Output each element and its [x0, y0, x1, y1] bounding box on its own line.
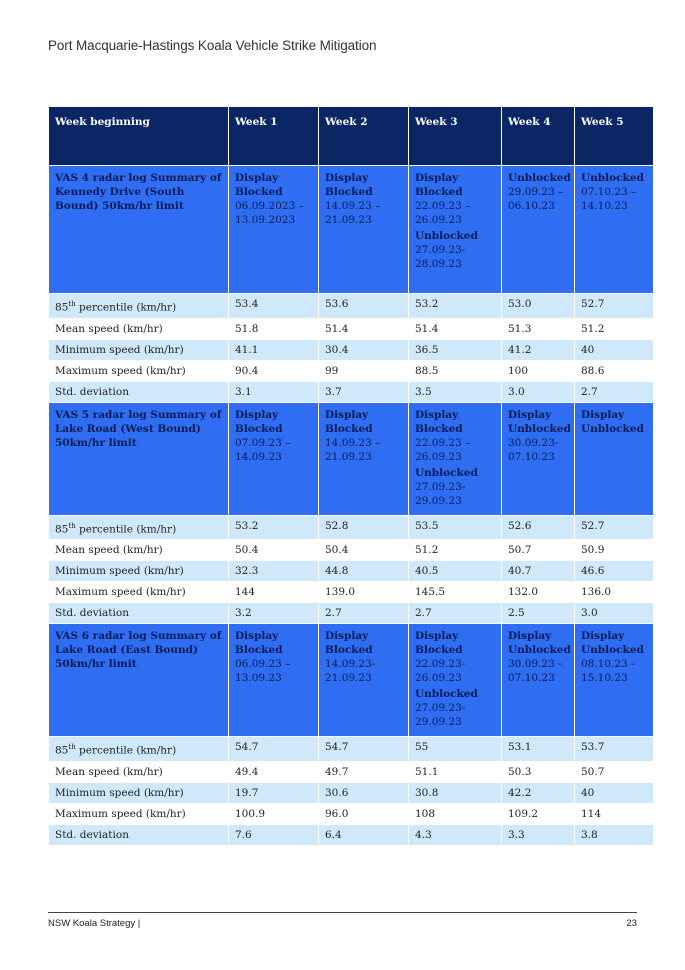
- date-range: 22.09.23 – 26.09.23: [415, 200, 471, 226]
- stat-value: 51.2: [409, 540, 502, 561]
- stat-value: 51.4: [409, 318, 502, 339]
- stat-value: 50.4: [229, 540, 319, 561]
- stat-value: 99: [319, 360, 409, 381]
- display-status: Unblocked: [415, 466, 478, 479]
- display-status: Unblocked: [508, 172, 571, 184]
- stat-value: 19.7: [229, 782, 319, 803]
- stat-value: 96.0: [319, 803, 409, 824]
- stat-label: [49, 294, 229, 319]
- display-status: Display Unblocked: [581, 408, 644, 435]
- stat-value: 46.6: [575, 561, 654, 582]
- stat-value: 3.8: [575, 824, 654, 845]
- display-status: Display Blocked: [235, 172, 283, 198]
- stat-label-text: percentile (km/hr): [75, 523, 177, 535]
- stat-value: 2.5: [502, 603, 575, 624]
- week-status-cell: [575, 402, 654, 515]
- stat-label-sup: th: [68, 300, 76, 308]
- stat-value: 52.7: [575, 294, 654, 319]
- stat-value: 41.1: [229, 339, 319, 360]
- week-status-cell: [229, 624, 319, 737]
- stat-value: 2.7: [409, 603, 502, 624]
- date-range: 14.09.23 – 21.09.23: [325, 436, 381, 463]
- display-status: Display Blocked: [415, 408, 463, 435]
- stat-label-text: Minimum speed (km/hr): [55, 786, 184, 799]
- section-header-row: [49, 624, 654, 737]
- display-status: Display Blocked: [325, 630, 373, 656]
- stat-value: 53.1: [502, 737, 575, 762]
- stat-value: 50.4: [319, 540, 409, 561]
- stat-value: 30.4: [319, 339, 409, 360]
- stat-label: [49, 803, 229, 824]
- date-range: 06.09.23 – 13.09.23: [235, 658, 291, 684]
- stat-label-text: Std. deviation: [55, 607, 129, 619]
- stat-value: 3.7: [319, 381, 409, 402]
- display-status: Display Unblocked: [508, 408, 571, 435]
- display-status: Unblocked: [415, 230, 478, 242]
- section-header-row: [49, 402, 654, 515]
- stat-value: 52.7: [575, 515, 654, 540]
- stat-row: [49, 803, 654, 824]
- footer-divider: [48, 912, 637, 913]
- stat-row: [49, 782, 654, 803]
- stat-label: [49, 782, 229, 803]
- stat-value: 4.3: [409, 824, 502, 845]
- week-status-cell: [319, 624, 409, 737]
- stat-value: 109.2: [502, 803, 575, 824]
- stat-value: 53.2: [409, 294, 502, 319]
- date-range: 07.10.23 – 14.10.23: [581, 186, 637, 212]
- stat-value: 90.4: [229, 360, 319, 381]
- stat-value: 49.4: [229, 761, 319, 782]
- stat-value: 3.0: [502, 381, 575, 402]
- date-range: 14.09.23 – 21.09.23: [325, 200, 381, 226]
- stat-value: 7.6: [229, 824, 319, 845]
- stat-label-text: percentile (km/hr): [75, 301, 177, 314]
- stat-value: 30.8: [409, 782, 502, 803]
- stat-value: 32.3: [229, 561, 319, 582]
- stat-value: 30.6: [319, 782, 409, 803]
- week-status-cell: [502, 166, 575, 294]
- section-label: VAS 6 radar log Summary of Lake Road (East Bound) 50km/hr limit: [49, 624, 229, 737]
- stat-label-text: percentile (km/hr): [75, 744, 177, 757]
- stat-label: [49, 824, 229, 845]
- stat-value: 88.5: [409, 360, 502, 381]
- page-title: Port Macquarie-Hastings Koala Vehicle Strike Mitigation: [48, 38, 377, 53]
- week-status-cell: [229, 402, 319, 515]
- header-cell: Week 1: [229, 107, 319, 166]
- stat-row: [49, 339, 654, 360]
- date-range: 06.09.2023 – 13.09.2023: [235, 200, 304, 226]
- date-range: 14.09.23-21.09.23: [325, 658, 376, 684]
- section-header-row: [49, 166, 654, 294]
- stat-value: 100.9: [229, 803, 319, 824]
- stat-value: 51.8: [229, 318, 319, 339]
- stat-value: 54.7: [319, 737, 409, 762]
- stat-label: [49, 318, 229, 339]
- stat-value: 53.4: [229, 294, 319, 319]
- stat-row: [49, 540, 654, 561]
- stat-label: [49, 561, 229, 582]
- stat-row: [49, 582, 654, 603]
- stat-label-sup: th: [68, 743, 76, 751]
- stat-label: [49, 603, 229, 624]
- display-status: Display Blocked: [235, 408, 283, 435]
- stat-label-text: Maximum speed (km/hr): [55, 364, 186, 377]
- stat-value: 3.3: [502, 824, 575, 845]
- week-status-cell: [409, 402, 502, 515]
- stat-value: 136.0: [575, 582, 654, 603]
- stat-value: 52.6: [502, 515, 575, 540]
- section-label: VAS 4 radar log Summary of Kennedy Drive (South Bound) 50km/hr limit: [49, 166, 229, 294]
- stat-label: [49, 582, 229, 603]
- date-range: 07.09.23 – 14.09.23: [235, 436, 291, 463]
- stat-value: 144: [229, 582, 319, 603]
- display-status: Display Unblocked: [508, 630, 571, 656]
- page-number: 23: [626, 918, 637, 929]
- stat-value: 40: [575, 782, 654, 803]
- stat-value: 2.7: [319, 603, 409, 624]
- stat-row: [49, 294, 654, 319]
- stat-value: 50.7: [575, 761, 654, 782]
- stat-value: 55: [409, 737, 502, 762]
- stat-value: 50.9: [575, 540, 654, 561]
- stat-label-text: Maximum speed (km/hr): [55, 586, 186, 598]
- stat-value: 53.7: [575, 737, 654, 762]
- stat-label-text: 85: [55, 744, 69, 757]
- stat-value: 3.0: [575, 603, 654, 624]
- stat-value: 145.5: [409, 582, 502, 603]
- stat-row: [49, 561, 654, 582]
- stat-value: 53.2: [229, 515, 319, 540]
- display-status: Display Blocked: [415, 630, 463, 656]
- stat-value: 41.2: [502, 339, 575, 360]
- stat-value: 108: [409, 803, 502, 824]
- display-status: Unblocked: [415, 688, 478, 700]
- stat-label-text: Std. deviation: [55, 828, 129, 841]
- display-status: Display Blocked: [415, 172, 463, 198]
- stat-label-text: Std. deviation: [55, 385, 129, 398]
- stat-label-text: Minimum speed (km/hr): [55, 343, 184, 356]
- date-range: 22.09.23 – 26.09.23: [415, 436, 471, 463]
- section-label: VAS 5 radar log Summary of Lake Road (West Bound) 50km/hr limit: [49, 402, 229, 515]
- stat-label-sup: th: [68, 521, 76, 530]
- week-status-cell: [502, 402, 575, 515]
- date-range: 27.09.23-29.09.23: [415, 702, 466, 728]
- display-status: Display Blocked: [325, 172, 373, 198]
- stat-value: 51.4: [319, 318, 409, 339]
- display-status: Unblocked: [581, 172, 644, 184]
- date-range: 27.09.23-29.09.23: [415, 480, 466, 507]
- stat-value: 53.0: [502, 294, 575, 319]
- stat-value: 3.2: [229, 603, 319, 624]
- stat-label-text: Mean speed (km/hr): [55, 544, 163, 556]
- week-status-cell: [409, 166, 502, 294]
- stat-value: 6.4: [319, 824, 409, 845]
- week-status-cell: [229, 166, 319, 294]
- stat-label: [49, 515, 229, 540]
- week-status-cell: [319, 166, 409, 294]
- header-cell: Week 5: [575, 107, 654, 166]
- date-range: 30.09.23 - 07.10.23: [508, 658, 562, 684]
- date-range: 27.09.23-28.09.23: [415, 244, 466, 270]
- stat-value: 53.5: [409, 515, 502, 540]
- stat-value: 50.3: [502, 761, 575, 782]
- stat-row: [49, 381, 654, 402]
- stat-row: [49, 824, 654, 845]
- header-cell: Week 3: [409, 107, 502, 166]
- stat-row: [49, 603, 654, 624]
- stat-row: [49, 318, 654, 339]
- stat-value: 132.0: [502, 582, 575, 603]
- stat-value: 51.1: [409, 761, 502, 782]
- week-status-cell: [575, 624, 654, 737]
- stat-value: 53.6: [319, 294, 409, 319]
- stat-value: 88.6: [575, 360, 654, 381]
- stat-row: [49, 360, 654, 381]
- header-cell: Week beginning: [49, 107, 229, 166]
- stat-value: 139.0: [319, 582, 409, 603]
- stat-value: 36.5: [409, 339, 502, 360]
- display-status: Display Blocked: [235, 630, 283, 656]
- stat-label: [49, 737, 229, 762]
- stat-value: 114: [575, 803, 654, 824]
- stat-row: [49, 737, 654, 762]
- week-status-cell: [409, 624, 502, 737]
- stat-value: 40.7: [502, 561, 575, 582]
- stat-value: 100: [502, 360, 575, 381]
- footer-label: NSW Koala Strategy |: [48, 918, 141, 929]
- stat-value: 51.2: [575, 318, 654, 339]
- stat-label: [49, 339, 229, 360]
- date-range: 30.09.23-07.10.23: [508, 436, 559, 463]
- stat-label: [49, 761, 229, 782]
- stat-value: 51.3: [502, 318, 575, 339]
- stat-label-text: 85: [55, 301, 69, 314]
- radar-log-table: [48, 106, 654, 846]
- stat-label: [49, 540, 229, 561]
- stat-value: 40.5: [409, 561, 502, 582]
- stat-value: 54.7: [229, 737, 319, 762]
- header-cell: Week 2: [319, 107, 409, 166]
- week-status-cell: [502, 624, 575, 737]
- stat-label-text: Mean speed (km/hr): [55, 322, 163, 335]
- stat-value: 3.1: [229, 381, 319, 402]
- stat-label-text: Maximum speed (km/hr): [55, 807, 186, 820]
- stat-row: [49, 761, 654, 782]
- date-range: 22.09.23-26.09.23: [415, 658, 466, 684]
- stat-value: 42.2: [502, 782, 575, 803]
- stat-value: 52.8: [319, 515, 409, 540]
- stat-value: 2.7: [575, 381, 654, 402]
- stat-value: 3.5: [409, 381, 502, 402]
- display-status: Display Blocked: [325, 408, 373, 435]
- date-range: 29.09.23 – 06.10.23: [508, 186, 564, 212]
- stat-label: [49, 360, 229, 381]
- stat-label-text: Minimum speed (km/hr): [55, 565, 184, 577]
- stat-label-text: Mean speed (km/hr): [55, 765, 163, 778]
- week-status-cell: [575, 166, 654, 294]
- week-status-cell: [319, 402, 409, 515]
- stat-label-text: 85: [55, 523, 69, 535]
- header-cell: Week 4: [502, 107, 575, 166]
- header-row: [49, 107, 654, 166]
- date-range: 08.10.23 - 15.10.23: [581, 658, 635, 684]
- display-status: Display Unblocked: [581, 630, 644, 656]
- stat-value: 44.8: [319, 561, 409, 582]
- stat-value: 50.7: [502, 540, 575, 561]
- stat-value: 40: [575, 339, 654, 360]
- stat-label: [49, 381, 229, 402]
- stat-row: [49, 515, 654, 540]
- stat-value: 49.7: [319, 761, 409, 782]
